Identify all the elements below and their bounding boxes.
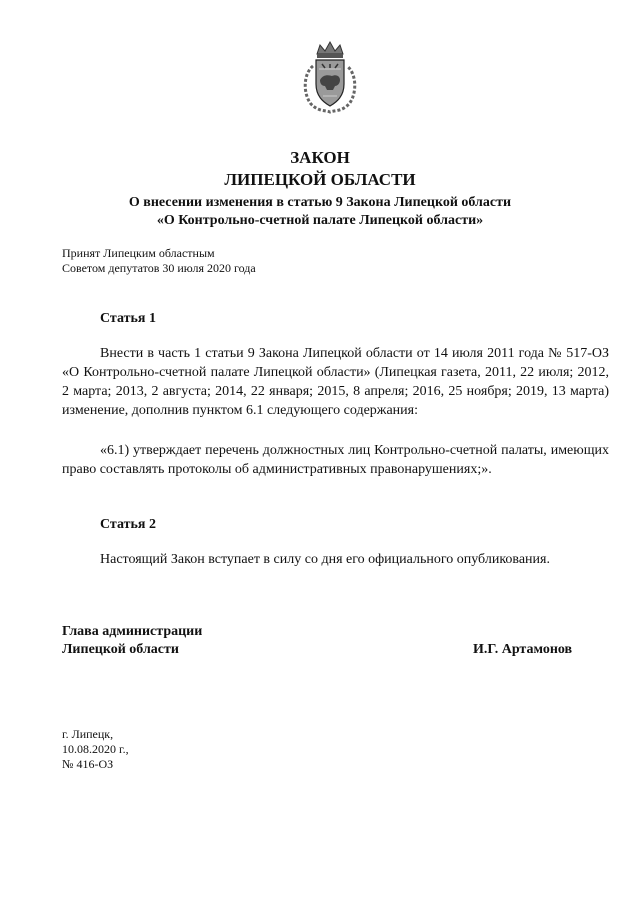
- article2-heading: Статья 2: [100, 517, 156, 532]
- adoption-line2: Советом депутатов 30 июля 2020 года: [62, 261, 256, 275]
- signatory-position-line2: Липецкой области: [62, 642, 179, 657]
- article2-paragraph1: Настоящий Закон вступает в силу со дня его официального опубликования.: [100, 552, 550, 567]
- lipetsk-oblast-coat-of-arms-icon: [299, 40, 361, 114]
- article1-paragraph1: Внести в часть 1 статьи 9 Закона Липецкой области от 14 июля 2011 года № 517-ОЗ «О Контрольно-счетной палате Липецкой области» (Липецкая газета, 2011, 22 июля; 2012, 2 марта; 2013, 2 августа; 2014, 22 января; 2015, 8 апреля; 2016, 25 ноября; 2019, 13 марта) изменение, дополнив пунктом 6.1 следующего содержания:: [62, 346, 609, 418]
- signatory-name: И.Г. Артамонов: [473, 642, 573, 657]
- footer-date: 10.08.2020 г.,: [62, 742, 129, 756]
- law-subtitle-line1: О внесении изменения в статью 9 Закона Липецкой области: [128, 195, 512, 210]
- footer-number: № 416-ОЗ: [62, 757, 114, 771]
- article1-heading: Статья 1: [100, 311, 156, 326]
- article1-paragraph2: «6.1) утверждает перечень должностных лиц Контрольно-счетной палаты, имеющих право составлять протоколы об административных правонарушениях;».: [62, 443, 609, 477]
- law-region: ЛИПЕЦКОЙ ОБЛАСТИ: [224, 170, 416, 189]
- signatory-position-line1: Глава администрации: [62, 624, 203, 639]
- law-subtitle-line2: «О Контрольно-счетной палате Липецкой области»: [156, 213, 484, 228]
- law-title: ЗАКОН: [290, 148, 350, 167]
- footer-city: г. Липецк,: [62, 727, 114, 741]
- adoption-line1: Принят Липецким областным: [62, 246, 215, 260]
